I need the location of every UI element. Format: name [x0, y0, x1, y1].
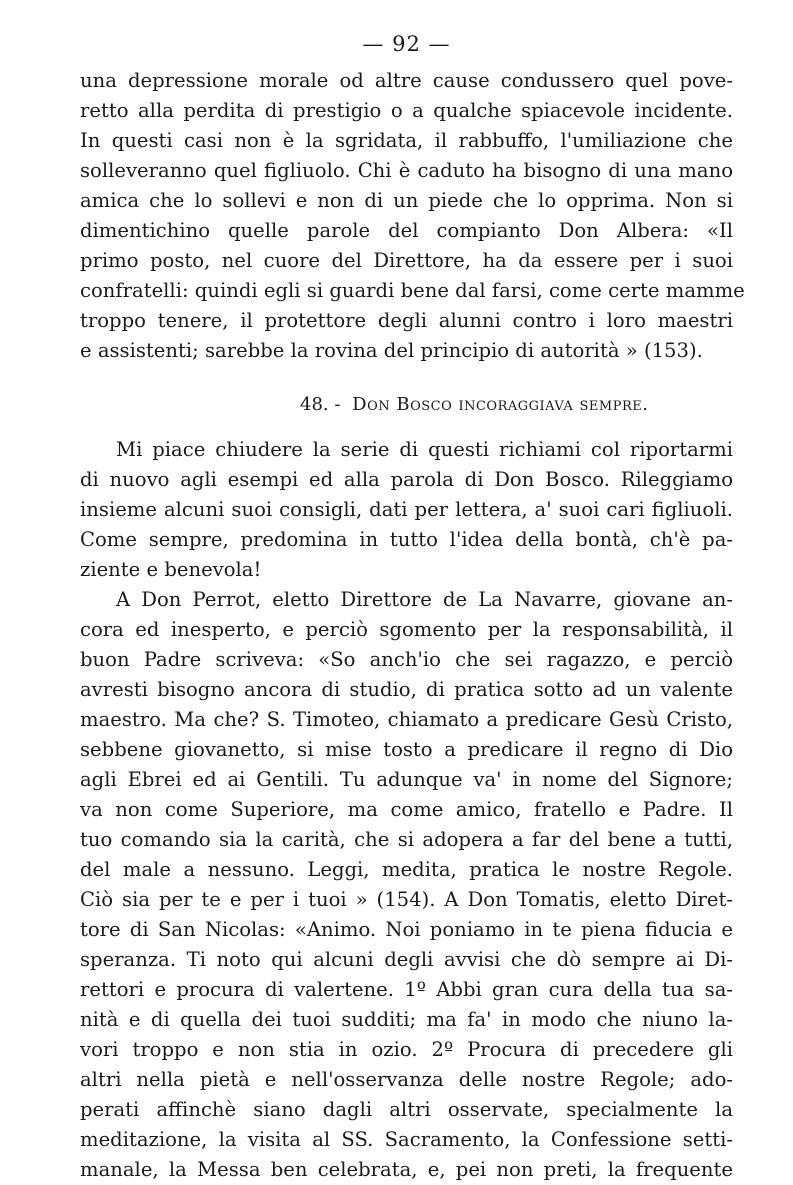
text-line: va non come Superiore, ma come amico, fratello e Padre. Il — [80, 798, 733, 821]
section-number: 48. - — [300, 394, 341, 415]
text-line: tore di San Nicolas: «Animo. Noi poniamo in te piena fiducia e — [80, 918, 733, 941]
paragraph-3 — [80, 585, 733, 1185]
text-line: buon Padre scriveva: «So anch'io che sei ragazzo, e perciò — [80, 648, 733, 671]
text-line: altri nella pietà e nell'osservanza delle nostre Regole; ado- — [80, 1068, 733, 1091]
text-line: avresti bisogno ancora di studio, di pratica sotto ad un valente — [80, 678, 733, 701]
section-title: Don Bosco incoraggiava sempre. — [352, 394, 649, 415]
text-line: perati affinchè siano dagli altri osservate, specialmente la — [80, 1098, 733, 1121]
text-line: maestro. Ma che? S. Timoteo, chiamato a predicare Gesù Cristo, — [80, 708, 733, 731]
text-line: primo posto, nel cuore del Direttore, ha da essere per i suoi — [80, 249, 733, 272]
text-line: speranza. Ti noto qui alcuni degli avvisi che dò sempre ai Di- — [80, 948, 733, 971]
text-line: cora ed inesperto, e perciò sgomento per la responsabilità, il — [80, 618, 733, 641]
text-line: sebbene giovanetto, si mise tosto a predicare il regno di Dio — [80, 738, 733, 761]
text-line: ziente e benevola! — [80, 558, 262, 581]
text-line: In questi casi non è la sgridata, il rabbuffo, l'umiliazione che — [80, 129, 733, 152]
paragraph-1 — [80, 66, 745, 366]
page-number: — 92 — — [362, 32, 451, 56]
text-line: confratelli: quindi egli si guardi bene dal farsi, come certe mamme — [80, 279, 745, 302]
text-line: di nuovo agli esempi ed alla parola di Don Bosco. Rileggiamo — [80, 468, 733, 491]
text-line: meditazione, la visita al SS. Sacramento, la Confessione setti- — [80, 1128, 733, 1151]
text-line: troppo tenere, il protettore degli alunni contro i loro maestri — [80, 309, 733, 332]
text-line: manale, la Messa ben celebrata, e, pei non preti, la frequente — [80, 1158, 733, 1181]
text-line: insieme alcuni suoi consigli, dati per lettera, a' suoi cari figliuoli. — [80, 498, 733, 521]
text-line: Mi piace chiudere la serie di questi richiami col riportarmi — [116, 438, 733, 461]
paragraph-2 — [80, 435, 733, 585]
text-line: retto alla perdita di prestigio o a qualche spiacevole incidente. — [80, 99, 733, 122]
text-line: amica che lo sollevi e non di un piede che lo opprima. Non si — [80, 189, 733, 212]
text-line: Ciò sia per te e per i tuoi » (154). A Don Tomatis, eletto Diret- — [80, 888, 733, 911]
text-line: del male a nessuno. Leggi, medita, pratica le nostre Regole. — [80, 858, 733, 881]
text-line: tuo comando sia la carità, che si adopera a far del bene a tutti, — [80, 828, 733, 851]
text-line: A Don Perrot, eletto Direttore de La Navarre, giovane an- — [116, 588, 733, 611]
text-line: agli Ebrei ed ai Gentili. Tu adunque va' in nome del Signore; — [80, 768, 733, 791]
text-line: una depressione morale od altre cause condussero quel pove- — [80, 69, 733, 92]
text-line: vori troppo e non stia in ozio. 2º Procura di precedere gli — [80, 1038, 733, 1061]
text-line: nità e di quella dei tuoi sudditi; ma fa' in modo che niuno la- — [80, 1008, 733, 1031]
section-heading — [80, 390, 733, 420]
text-line: Come sempre, predomina in tutto l'idea della bontà, ch'è pa- — [80, 528, 733, 551]
text-line: dimentichino quelle parole del compianto Don Albera: «Il — [80, 219, 733, 242]
text-line: e assistenti; sarebbe la rovina del principio di autorità » (153). — [80, 339, 703, 362]
text-line: rettori e procura di valertene. 1º Abbi gran cura della tua sa- — [80, 978, 733, 1001]
text-line: solleveranno quel figliuolo. Chi è caduto ha bisogno di una mano — [80, 159, 733, 182]
